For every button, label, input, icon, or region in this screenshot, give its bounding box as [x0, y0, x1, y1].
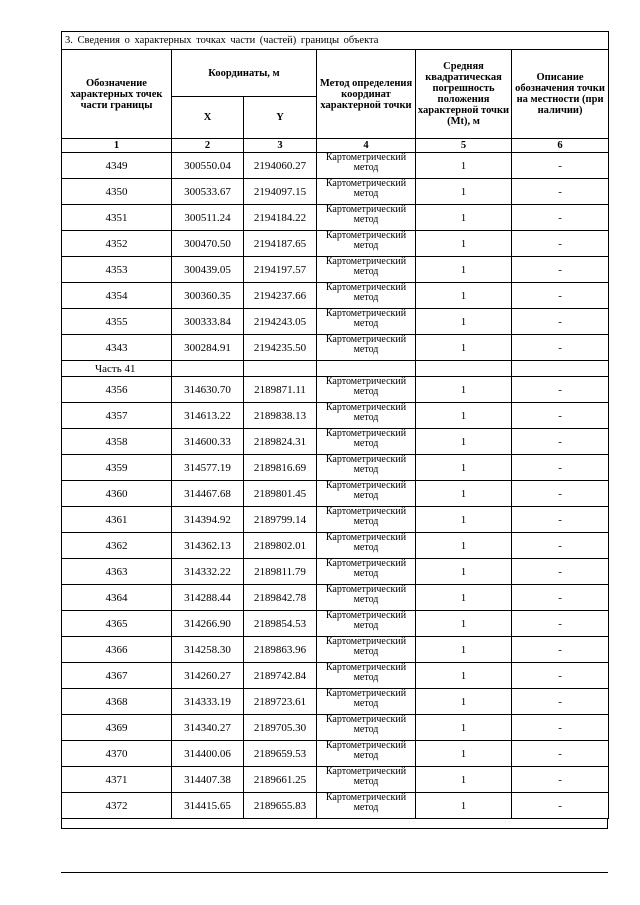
x-coordinate-cell: 314630.70	[172, 377, 244, 403]
accuracy-cell: 1	[416, 611, 512, 637]
x-coordinate-cell: 300439.05	[172, 257, 244, 283]
table-row	[62, 507, 609, 533]
accuracy-cell: 1	[416, 637, 512, 663]
table-row	[62, 585, 609, 611]
boundary-points-table	[61, 31, 609, 819]
method-line2: метод	[353, 594, 379, 605]
table-row	[62, 767, 609, 793]
accuracy-cell: 1	[416, 481, 512, 507]
description-cell: -	[512, 231, 609, 257]
point-id-cell: 4369	[62, 715, 172, 741]
method-line1: Картометрический	[325, 256, 407, 267]
method-cell	[317, 153, 416, 179]
method-cell	[317, 257, 416, 283]
point-id-cell: 4368	[62, 689, 172, 715]
table-row	[62, 559, 609, 585]
column-numbers-row	[62, 139, 609, 153]
point-id-cell: 4363	[62, 559, 172, 585]
y-coordinate-cell: 2189816.69	[244, 455, 317, 481]
method-line2: метод	[353, 386, 379, 397]
description-cell: -	[512, 403, 609, 429]
header-x: X	[172, 97, 244, 139]
description-cell: -	[512, 793, 609, 819]
x-coordinate-cell: 314260.27	[172, 663, 244, 689]
x-coordinate-cell: 300360.35	[172, 283, 244, 309]
accuracy-cell: 1	[416, 309, 512, 335]
column-number: 2	[172, 139, 244, 153]
table-row	[62, 205, 609, 231]
y-coordinate-cell: 2194243.05	[244, 309, 317, 335]
point-id-cell: 4361	[62, 507, 172, 533]
y-coordinate-cell: 2194235.50	[244, 335, 317, 361]
accuracy-cell: 1	[416, 455, 512, 481]
y-coordinate-cell: 2189811.79	[244, 559, 317, 585]
y-coordinate-cell: 2194184.22	[244, 205, 317, 231]
method-cell	[317, 179, 416, 205]
x-coordinate-cell: 314258.30	[172, 637, 244, 663]
description-cell: -	[512, 689, 609, 715]
header-y: Y	[244, 97, 317, 139]
x-coordinate-cell: 314415.65	[172, 793, 244, 819]
accuracy-cell: 1	[416, 559, 512, 585]
method-line2: метод	[353, 412, 379, 423]
accuracy-cell: 1	[416, 585, 512, 611]
x-coordinate-cell: 300284.91	[172, 335, 244, 361]
accuracy-cell: 1	[416, 377, 512, 403]
method-line1: Картометрический	[325, 204, 407, 215]
point-id-cell: 4367	[62, 663, 172, 689]
point-id-cell: 4359	[62, 455, 172, 481]
table-row	[62, 153, 609, 179]
x-coordinate-cell: 314266.90	[172, 611, 244, 637]
method-line1: Картометрический	[325, 376, 407, 387]
description-cell: -	[512, 585, 609, 611]
x-coordinate-cell: 314332.22	[172, 559, 244, 585]
y-coordinate-cell: 2194187.65	[244, 231, 317, 257]
method-line1: Картометрический	[325, 454, 407, 465]
method-cell	[317, 715, 416, 741]
point-id-cell: 4352	[62, 231, 172, 257]
method-cell	[317, 335, 416, 361]
x-coordinate-cell: 300550.04	[172, 153, 244, 179]
x-coordinate-cell: 314288.44	[172, 585, 244, 611]
method-cell	[317, 663, 416, 689]
point-id-cell: 4371	[62, 767, 172, 793]
method-cell	[317, 429, 416, 455]
header-designation: Обозначение характерных точек части границы	[62, 50, 172, 139]
point-id-cell: 4362	[62, 533, 172, 559]
point-id-cell: 4360	[62, 481, 172, 507]
method-line2: метод	[353, 240, 379, 251]
table-row	[62, 179, 609, 205]
table-row	[62, 793, 609, 819]
accuracy-cell: 1	[416, 767, 512, 793]
method-line1: Картометрический	[325, 584, 407, 595]
y-coordinate-cell: 2194060.27	[244, 153, 317, 179]
method-cell	[317, 455, 416, 481]
method-line2: метод	[353, 292, 379, 303]
accuracy-cell: 1	[416, 741, 512, 767]
point-id-cell: 4343	[62, 335, 172, 361]
description-cell: -	[512, 455, 609, 481]
method-line2: метод	[353, 214, 379, 225]
point-id-cell: 4349	[62, 153, 172, 179]
table-row	[62, 663, 609, 689]
method-cell	[317, 507, 416, 533]
method-cell	[317, 377, 416, 403]
column-number: 3	[244, 139, 317, 153]
point-id-cell: 4350	[62, 179, 172, 205]
description-cell: -	[512, 335, 609, 361]
accuracy-cell: 1	[416, 179, 512, 205]
y-coordinate-cell: 2189863.96	[244, 637, 317, 663]
description-cell: -	[512, 741, 609, 767]
accuracy-cell: 1	[416, 689, 512, 715]
method-line1: Картометрический	[325, 334, 407, 345]
x-coordinate-cell: 314394.92	[172, 507, 244, 533]
accuracy-cell: 1	[416, 257, 512, 283]
accuracy-cell: 1	[416, 153, 512, 179]
accuracy-cell: 1	[416, 335, 512, 361]
description-cell: -	[512, 309, 609, 335]
description-cell: -	[512, 283, 609, 309]
x-coordinate-cell: 314600.33	[172, 429, 244, 455]
method-line1: Картометрический	[325, 792, 407, 803]
accuracy-cell: 1	[416, 403, 512, 429]
description-cell: -	[512, 715, 609, 741]
section-title: 3. Сведения о характерных точках части (частей) границы объекта	[62, 32, 609, 50]
method-line2: метод	[353, 188, 379, 199]
x-coordinate-cell: 314340.27	[172, 715, 244, 741]
table-row	[62, 377, 609, 403]
header-description: Описание обозначения точки на местности (при наличии)	[512, 50, 609, 139]
x-coordinate-cell: 300533.67	[172, 179, 244, 205]
description-cell: -	[512, 611, 609, 637]
method-line2: метод	[353, 516, 379, 527]
table-row	[62, 533, 609, 559]
method-line1: Картометрический	[325, 714, 407, 725]
footer-divider	[61, 872, 608, 873]
accuracy-cell: 1	[416, 533, 512, 559]
table-row	[62, 637, 609, 663]
method-line2: метод	[353, 698, 379, 709]
method-cell	[317, 533, 416, 559]
accuracy-cell: 1	[416, 429, 512, 455]
table-row	[62, 741, 609, 767]
description-cell: -	[512, 429, 609, 455]
table-row	[62, 257, 609, 283]
table-row	[62, 429, 609, 455]
x-coordinate-cell: 314577.19	[172, 455, 244, 481]
table-row	[62, 231, 609, 257]
table-row	[62, 689, 609, 715]
method-cell	[317, 793, 416, 819]
method-cell	[317, 611, 416, 637]
x-coordinate-cell: 314613.22	[172, 403, 244, 429]
method-cell	[317, 283, 416, 309]
method-cell	[317, 481, 416, 507]
method-line1: Картометрический	[325, 282, 407, 293]
header-method: Метод определения координат характерной точки	[317, 50, 416, 139]
method-line2: метод	[353, 266, 379, 277]
point-id-cell: 4358	[62, 429, 172, 455]
point-id-cell: 4355	[62, 309, 172, 335]
method-line2: метод	[353, 344, 379, 355]
y-coordinate-cell: 2189659.53	[244, 741, 317, 767]
accuracy-cell: 1	[416, 205, 512, 231]
description-cell: -	[512, 481, 609, 507]
method-cell	[317, 637, 416, 663]
point-id-cell: 4357	[62, 403, 172, 429]
point-id-cell: 4364	[62, 585, 172, 611]
x-coordinate-cell: 300470.50	[172, 231, 244, 257]
y-coordinate-cell: 2189824.31	[244, 429, 317, 455]
table-row	[62, 715, 609, 741]
description-cell: -	[512, 153, 609, 179]
y-coordinate-cell: 2189871.11	[244, 377, 317, 403]
accuracy-cell: 1	[416, 231, 512, 257]
method-cell	[317, 403, 416, 429]
table-body-part2	[62, 377, 609, 819]
method-cell	[317, 205, 416, 231]
point-id-cell: 4365	[62, 611, 172, 637]
description-cell: -	[512, 205, 609, 231]
method-cell	[317, 231, 416, 257]
accuracy-cell: 1	[416, 793, 512, 819]
description-cell: -	[512, 507, 609, 533]
x-coordinate-cell: 300511.24	[172, 205, 244, 231]
method-line1: Картометрический	[325, 558, 407, 569]
method-line2: метод	[353, 750, 379, 761]
method-line1: Картометрический	[325, 308, 407, 319]
method-line2: метод	[353, 542, 379, 553]
table-row	[62, 283, 609, 309]
method-line2: метод	[353, 438, 379, 449]
method-line1: Картометрический	[325, 230, 407, 241]
accuracy-cell: 1	[416, 663, 512, 689]
method-line1: Картометрический	[325, 152, 407, 163]
method-line1: Картометрический	[325, 662, 407, 673]
table-row	[62, 309, 609, 335]
x-coordinate-cell: 314467.68	[172, 481, 244, 507]
method-cell	[317, 559, 416, 585]
description-cell: -	[512, 767, 609, 793]
method-cell	[317, 689, 416, 715]
method-line1: Картометрический	[325, 402, 407, 413]
x-coordinate-cell: 314362.13	[172, 533, 244, 559]
point-id-cell: 4351	[62, 205, 172, 231]
description-cell: -	[512, 533, 609, 559]
method-line2: метод	[353, 568, 379, 579]
method-line1: Картометрический	[325, 532, 407, 543]
point-id-cell: 4370	[62, 741, 172, 767]
x-coordinate-cell: 314333.19	[172, 689, 244, 715]
point-id-cell: 4354	[62, 283, 172, 309]
description-cell: -	[512, 637, 609, 663]
column-number: 1	[62, 139, 172, 153]
y-coordinate-cell: 2189801.45	[244, 481, 317, 507]
method-line1: Картометрический	[325, 740, 407, 751]
x-coordinate-cell: 300333.84	[172, 309, 244, 335]
header-accuracy: Средняя квадратическая погрешность положения характерной точки (Mt), м	[416, 50, 512, 139]
accuracy-cell: 1	[416, 715, 512, 741]
description-cell: -	[512, 663, 609, 689]
description-cell: -	[512, 377, 609, 403]
y-coordinate-cell: 2189842.78	[244, 585, 317, 611]
method-line1: Картометрический	[325, 688, 407, 699]
y-coordinate-cell: 2189742.84	[244, 663, 317, 689]
method-cell	[317, 585, 416, 611]
y-coordinate-cell: 2189854.53	[244, 611, 317, 637]
point-id-cell: 4353	[62, 257, 172, 283]
method-line2: метод	[353, 162, 379, 173]
method-line1: Картометрический	[325, 766, 407, 777]
method-line2: метод	[353, 464, 379, 475]
y-coordinate-cell: 2189802.01	[244, 533, 317, 559]
table-row	[62, 335, 609, 361]
part-label: Часть 41	[62, 361, 172, 377]
point-id-cell: 4356	[62, 377, 172, 403]
header-coordinates: Координаты, м	[172, 50, 317, 97]
method-cell	[317, 309, 416, 335]
method-line1: Картометрический	[325, 178, 407, 189]
method-line2: метод	[353, 318, 379, 329]
point-id-cell: 4372	[62, 793, 172, 819]
method-line2: метод	[353, 802, 379, 813]
table-row	[62, 403, 609, 429]
y-coordinate-cell: 2189799.14	[244, 507, 317, 533]
y-coordinate-cell: 2189705.30	[244, 715, 317, 741]
method-line1: Картометрический	[325, 480, 407, 491]
method-line2: метод	[353, 620, 379, 631]
point-id-cell: 4366	[62, 637, 172, 663]
y-coordinate-cell: 2189655.83	[244, 793, 317, 819]
table-body-part1	[62, 153, 609, 361]
y-coordinate-cell: 2194197.57	[244, 257, 317, 283]
method-line1: Картометрический	[325, 610, 407, 621]
description-cell: -	[512, 179, 609, 205]
y-coordinate-cell: 2194237.66	[244, 283, 317, 309]
part-row	[62, 361, 609, 377]
method-line1: Картометрический	[325, 506, 407, 517]
method-line2: метод	[353, 672, 379, 683]
table-row	[62, 455, 609, 481]
method-line2: метод	[353, 646, 379, 657]
y-coordinate-cell: 2189661.25	[244, 767, 317, 793]
column-number: 6	[512, 139, 609, 153]
table-row	[62, 481, 609, 507]
part-separator	[62, 361, 609, 377]
document-sheet	[61, 31, 608, 829]
method-cell	[317, 741, 416, 767]
accuracy-cell: 1	[416, 507, 512, 533]
description-cell: -	[512, 257, 609, 283]
column-number: 5	[416, 139, 512, 153]
x-coordinate-cell: 314407.38	[172, 767, 244, 793]
y-coordinate-cell: 2194097.15	[244, 179, 317, 205]
method-line1: Картометрический	[325, 636, 407, 647]
method-line2: метод	[353, 724, 379, 735]
column-number: 4	[317, 139, 416, 153]
table-tail	[61, 819, 608, 829]
table-row	[62, 611, 609, 637]
x-coordinate-cell: 314400.06	[172, 741, 244, 767]
y-coordinate-cell: 2189838.13	[244, 403, 317, 429]
method-line2: метод	[353, 490, 379, 501]
description-cell: -	[512, 559, 609, 585]
method-line2: метод	[353, 776, 379, 787]
method-cell	[317, 767, 416, 793]
accuracy-cell: 1	[416, 283, 512, 309]
method-line1: Картометрический	[325, 428, 407, 439]
y-coordinate-cell: 2189723.61	[244, 689, 317, 715]
